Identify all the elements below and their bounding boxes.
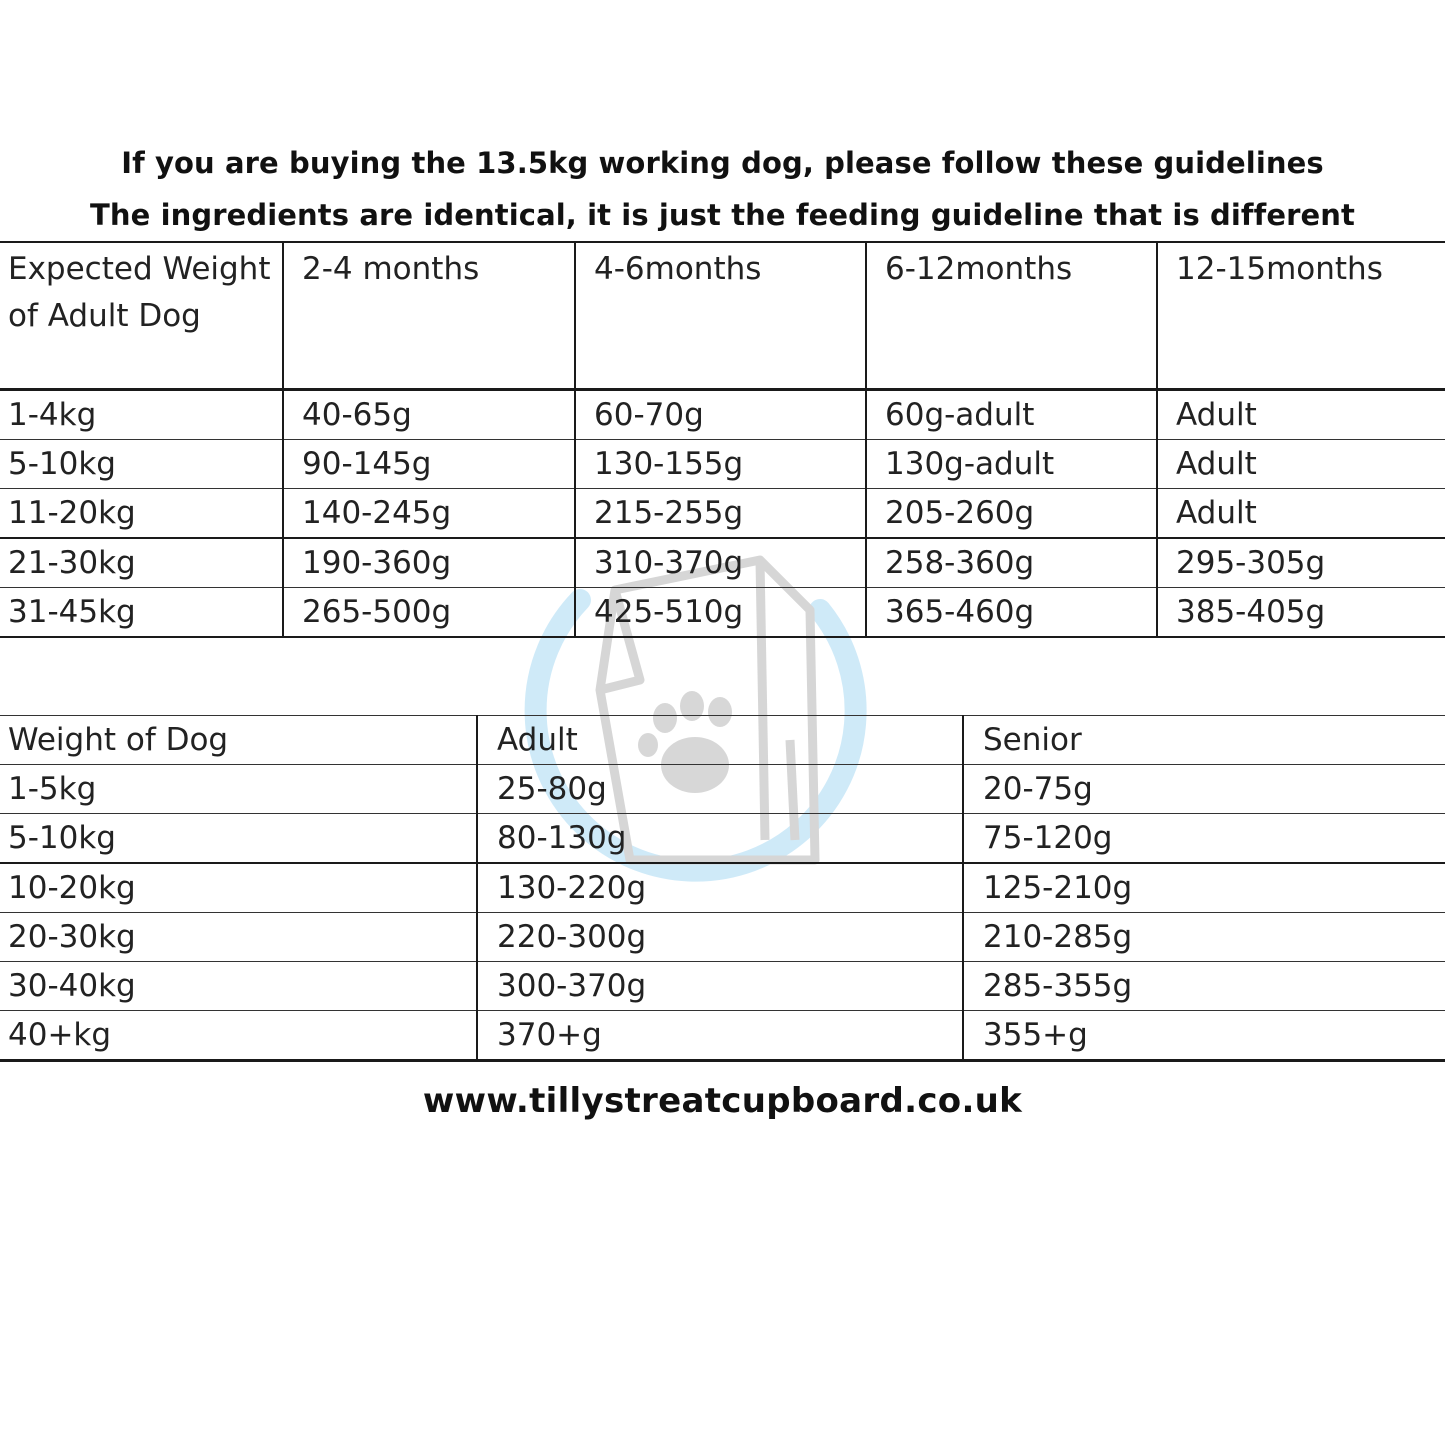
table-cell: Adult xyxy=(1157,440,1445,489)
header-senior: Senior xyxy=(963,716,1445,765)
table-cell: 125-210g xyxy=(963,863,1445,913)
table-row xyxy=(0,765,1445,814)
table-cell: 310-370g xyxy=(575,538,866,588)
table-cell: 258-360g xyxy=(866,538,1157,588)
table-row xyxy=(0,440,1445,489)
table-cell: 21-30kg xyxy=(0,538,283,588)
table-cell: 31-45kg xyxy=(0,588,283,638)
table-cell: 40-65g xyxy=(283,390,575,440)
table-cell: 190-360g xyxy=(283,538,575,588)
table-header-row xyxy=(0,242,1445,390)
table-cell: 20-30kg xyxy=(0,913,477,962)
header-adult: Adult xyxy=(477,716,963,765)
table-row xyxy=(0,390,1445,440)
header-expected-weight: Expected Weight of Adult Dog xyxy=(0,242,283,390)
table-cell: 40+kg xyxy=(0,1011,477,1061)
table-cell: 60g-adult xyxy=(866,390,1157,440)
table-cell: 220-300g xyxy=(477,913,963,962)
table-cell: 210-285g xyxy=(963,913,1445,962)
table-cell: 75-120g xyxy=(963,814,1445,864)
table-row xyxy=(0,913,1445,962)
table-row xyxy=(0,538,1445,588)
table-cell: 355+g xyxy=(963,1011,1445,1061)
header-12-15-months: 12-15months xyxy=(1157,242,1445,390)
adult-feeding-table xyxy=(0,715,1445,1062)
table-cell: 25-80g xyxy=(477,765,963,814)
table-row xyxy=(0,588,1445,638)
table-cell: 285-355g xyxy=(963,962,1445,1011)
table-cell: 90-145g xyxy=(283,440,575,489)
table-cell: 1-5kg xyxy=(0,765,477,814)
table-cell: 385-405g xyxy=(1157,588,1445,638)
table-cell: Adult xyxy=(1157,489,1445,539)
header-2-4-months: 2-4 months xyxy=(283,242,575,390)
heading-line-1: If you are buying the 13.5kg working dog, please follow these guidelines xyxy=(121,146,1324,180)
table-cell: 60-70g xyxy=(575,390,866,440)
table-cell: 80-130g xyxy=(477,814,963,864)
table-cell: 1-4kg xyxy=(0,390,283,440)
table-header-row xyxy=(0,716,1445,765)
table-cell: 130g-adult xyxy=(866,440,1157,489)
table-cell: 300-370g xyxy=(477,962,963,1011)
website-url: www.tillystreatcupboard.co.uk xyxy=(422,1081,1023,1121)
table-cell: 265-500g xyxy=(283,588,575,638)
table-cell: Adult xyxy=(1157,390,1445,440)
table-row xyxy=(0,1011,1445,1061)
header-weight-of-dog: Weight of Dog xyxy=(0,716,477,765)
heading-line-2: The ingredients are identical, it is just the feeding guideline that is different xyxy=(89,198,1355,232)
header-6-12-months: 6-12months xyxy=(866,242,1157,390)
table-cell: 130-155g xyxy=(575,440,866,489)
table-cell: 365-460g xyxy=(866,588,1157,638)
table-row xyxy=(0,489,1445,539)
table-cell: 215-255g xyxy=(575,489,866,539)
puppy-feeding-table xyxy=(0,241,1445,638)
table-row xyxy=(0,863,1445,913)
table-cell: 5-10kg xyxy=(0,814,477,864)
table-cell: 10-20kg xyxy=(0,863,477,913)
table-cell: 130-220g xyxy=(477,863,963,913)
table-cell: 140-245g xyxy=(283,489,575,539)
table-cell: 205-260g xyxy=(866,489,1157,539)
table-cell: 370+g xyxy=(477,1011,963,1061)
table-cell: 20-75g xyxy=(963,765,1445,814)
table-row xyxy=(0,814,1445,864)
table-cell: 425-510g xyxy=(575,588,866,638)
table-cell: 5-10kg xyxy=(0,440,283,489)
header-4-6-months: 4-6months xyxy=(575,242,866,390)
table-cell: 295-305g xyxy=(1157,538,1445,588)
table-row xyxy=(0,962,1445,1011)
table-cell: 30-40kg xyxy=(0,962,477,1011)
table-cell: 11-20kg xyxy=(0,489,283,539)
